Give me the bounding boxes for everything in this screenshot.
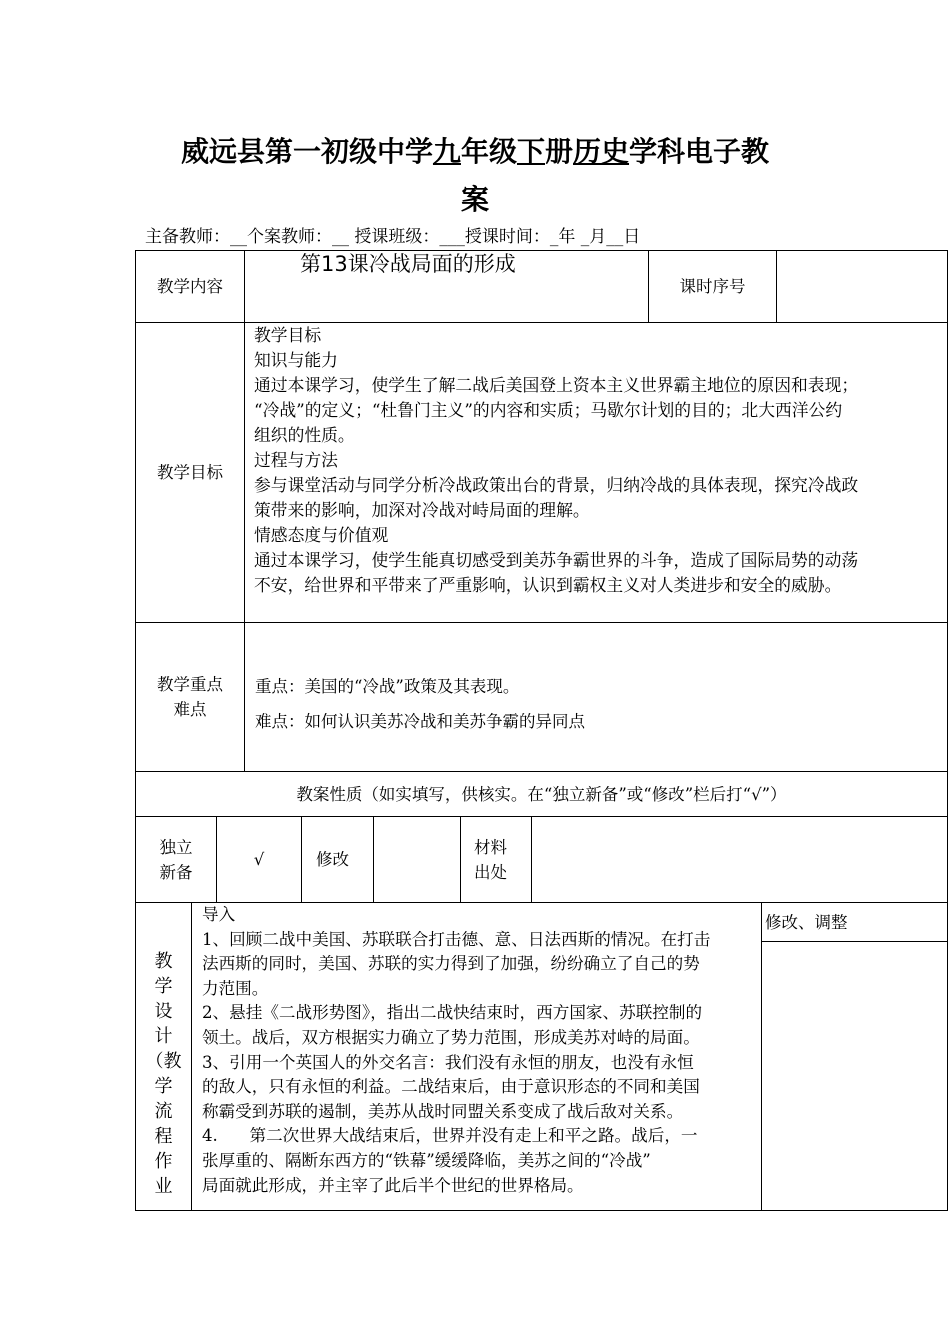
design-label-char: 业 xyxy=(154,1176,173,1197)
design-line: 力范围。 xyxy=(202,978,269,998)
objectives-line: 知识与能力 xyxy=(254,350,338,370)
design-line: 局面就此形成，并主宰了此后半个世纪的世界格局。 xyxy=(202,1175,584,1195)
source-label-line1: 材料 xyxy=(474,838,507,857)
design-line: 领土。战后，双方根据实力确立了势力范围，形成美苏对峙的局面。 xyxy=(202,1027,700,1047)
title-school: 威远县第一初级中学 xyxy=(180,135,433,168)
title-grade-suffix: 年级 xyxy=(460,135,517,168)
revise-label: 修改、调整 xyxy=(765,913,848,932)
title-subject: 历史 xyxy=(573,135,630,168)
document-title-line2: 案 xyxy=(460,183,489,216)
period-label: 课时序号 xyxy=(679,277,746,296)
design-label-char: （教 xyxy=(145,1051,182,1072)
content-label-cell xyxy=(135,250,245,323)
design-line: 3、引用一个英国人的外交名言：我们没有永恒的朋友，也没有永恒 xyxy=(202,1052,694,1072)
objectives-label: 教学目标 xyxy=(157,463,223,482)
objectives-line: 情感态度与价值观 xyxy=(254,525,389,545)
keypoints-label-line2: 难点 xyxy=(173,700,207,719)
modify-label-cell xyxy=(301,816,374,903)
design-label-cell xyxy=(135,902,192,1211)
objectives-text xyxy=(254,323,947,598)
title-grade: 九 xyxy=(432,135,461,168)
title-suffix: 学科电子教 xyxy=(629,135,770,168)
design-line: 2、悬挂《二战形势图》，指出二战快结束时，西方国家、苏联控制的 xyxy=(202,1003,703,1023)
design-label-char: 教 xyxy=(154,951,173,972)
design-line: 法西斯的同时，美国、苏联的实力得到了加强，纷纷确立了自己的势 xyxy=(202,954,700,974)
design-label-char: 学 xyxy=(154,1076,173,1097)
period-label-cell xyxy=(648,250,777,323)
design-label-char: 流 xyxy=(154,1101,173,1122)
nature-header-cell xyxy=(135,771,948,817)
source-label-cell xyxy=(460,816,532,903)
modify-label: 修改 xyxy=(316,850,349,869)
design-line: 1、回顾二战中美国、苏联联合打击德、意、日法西斯的情况。在打击 xyxy=(202,929,711,949)
source-label-line2: 出处 xyxy=(474,863,507,882)
design-content-cell xyxy=(191,902,762,1211)
objectives-label-cell xyxy=(135,322,245,623)
design-label-char: 计 xyxy=(154,1026,173,1047)
objectives-line: 通过本课学习，使学生能真切感受到美苏争霸世界的斗争，造成了国际局势的动荡 xyxy=(254,550,859,570)
design-line: 张厚重的、隔断东西方的“铁幕”缓缓降临，美苏之间的“冷战” xyxy=(202,1150,651,1170)
lesson-title: 第13课冷战局面的形成 xyxy=(300,252,516,276)
design-label-char: 学 xyxy=(154,976,173,997)
independent-label-line1: 独立 xyxy=(159,837,193,857)
objectives-line: 不安，给世界和平带来了严重影响，认识到霸权主义对人类进步和安全的威胁。 xyxy=(254,575,842,595)
difficulty-point: 难点：如何认识美苏冷战和美苏争霸的异同点 xyxy=(255,712,585,731)
design-label-char: 作 xyxy=(154,1151,173,1172)
independent-label-line2: 新备 xyxy=(159,862,193,882)
modify-mark-cell xyxy=(373,816,461,903)
source-value-cell xyxy=(531,816,948,903)
objectives-line: 过程与方法 xyxy=(254,450,338,470)
objectives-line: “冷战”的定义；“杜鲁门主义”的内容和实质；马歇尔计划的目的；北大西洋公约 xyxy=(254,400,843,420)
objectives-line: 教学目标 xyxy=(254,325,322,345)
independent-mark-cell xyxy=(216,816,302,903)
keypoints-label-line1: 教学重点 xyxy=(157,675,223,694)
design-text xyxy=(202,903,761,1198)
objectives-line: 通过本课学习，使学生了解二战后美国登上资本主义世界霸主地位的原因和表现； xyxy=(254,375,859,395)
nature-header: 教案性质（如实填写，供核实。在“独立新备”或“修改”栏后打“√”） xyxy=(296,784,787,804)
design-label-char: 设 xyxy=(154,1001,173,1022)
objectives-content-cell xyxy=(244,322,948,623)
design-line: 4. 第二次世界大战结束后，世界并没有走上和平之路。战后，一 xyxy=(202,1126,698,1146)
objectives-line: 参与课堂活动与同学分析冷战政策出台的背景，归纳冷战的具体表现，探究冷战政 xyxy=(254,475,859,495)
independent-label-cell xyxy=(135,816,217,903)
design-label xyxy=(136,949,191,1199)
title-term: 下 xyxy=(516,135,545,168)
content-label: 教学内容 xyxy=(157,277,223,296)
key-point: 重点：美国的“冷战”政策及其表现。 xyxy=(255,677,520,696)
design-line: 导入 xyxy=(202,905,236,924)
design-line: 称霸受到苏联的遏制，美苏从战时同盟关系变成了战后敌对关系。 xyxy=(202,1101,684,1121)
revise-content-cell[interactable] xyxy=(761,941,948,1211)
teacher-info-line: 主备教师：__个案教师：__ 授课班级：___授课时间：_年 _月__日 xyxy=(145,227,641,247)
title-term-suffix: 册 xyxy=(545,135,574,168)
keypoints-content-cell xyxy=(244,622,948,772)
check-mark-icon: √ xyxy=(253,850,265,869)
document-title xyxy=(0,132,950,172)
objectives-line: 策带来的影响，加深对冷战对峙局面的理解。 xyxy=(254,500,590,520)
design-label-char: 程 xyxy=(154,1126,173,1147)
design-line: 的敌人，只有永恒的利益。二战结束后，由于意识形态的不同和美国 xyxy=(202,1077,700,1097)
keypoints-label-cell xyxy=(135,622,245,772)
objectives-line: 组织的性质。 xyxy=(254,425,355,445)
period-value-cell xyxy=(776,250,948,323)
revise-label-cell xyxy=(761,902,948,942)
